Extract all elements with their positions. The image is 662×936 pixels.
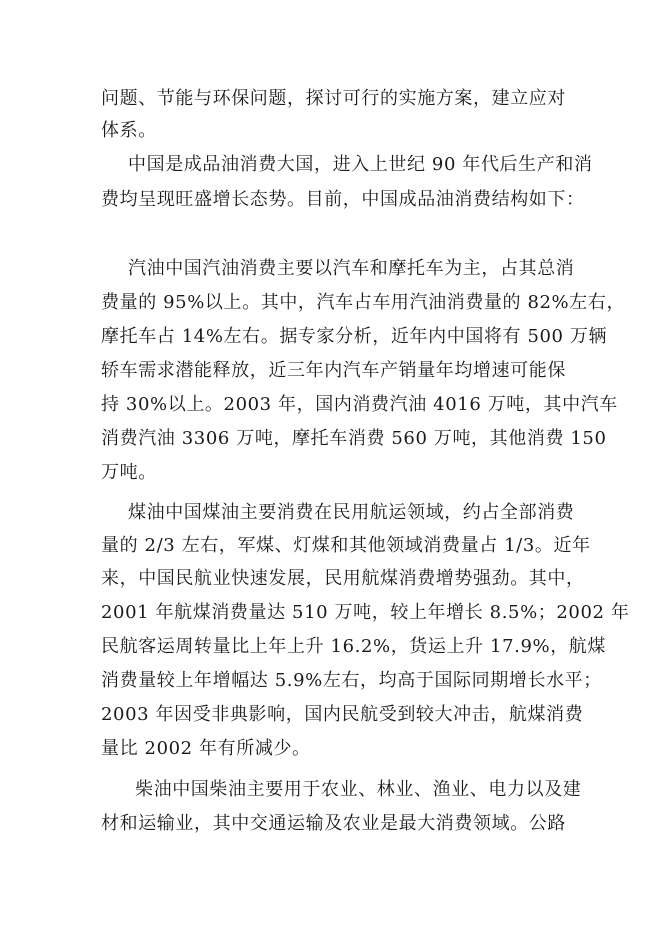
text-line: 2001 年航煤消费量达 510 万吨，较上年增长 8.5%；2002 年 bbox=[101, 602, 630, 623]
text-line: 费均呈现旺盛增长态势。目前，中国成品油消费结构如下： bbox=[101, 189, 585, 210]
text-line: 材和运输业，其中交通运输及农业是最大消费领域。公路 bbox=[101, 813, 566, 834]
text-line: 消费汽油 3306 万吨，摩托车消费 560 万吨，其他消费 150 bbox=[101, 428, 607, 449]
text-line: 民航客运周转量比上年上升 16.2%，货运上升 17.9%，航煤 bbox=[101, 636, 607, 657]
text-line: 费量的 95%以上。其中，汽车占车用汽油消费量的 82%左右， bbox=[101, 292, 626, 313]
text-line: 轿车需求潜能释放，近三年内汽车产销量年均增速可能保 bbox=[101, 360, 566, 381]
text-line: 问题、节能与环保问题，探讨可行的实施方案，建立应对 bbox=[101, 88, 566, 109]
paragraph-first-line: 煤油中国煤油主要消费在民用航运领域，约占全部消费 bbox=[128, 502, 575, 523]
text-line: 消费量较上年增幅达 5.9%左右，均高于国际同期增长水平； bbox=[101, 670, 602, 691]
text-line: 持 30%以上。2003 年，国内消费汽油 4016 万吨，其中汽车 bbox=[101, 394, 618, 415]
paragraph-first-line: 柴油中国柴油主要用于农业、林业、渔业、电力以及建 bbox=[135, 779, 582, 800]
text-line: 量比 2002 年有所减少。 bbox=[101, 738, 311, 759]
text-line: 摩托车占 14%左右。据专家分析，近年内中国将有 500 万辆 bbox=[101, 326, 608, 347]
text-line: 2003 年因受非典影响，国内民航受到较大冲击，航煤消费 bbox=[101, 704, 584, 725]
paragraph-first-line: 中国是成品油消费大国，进入上世纪 90 年代后生产和消 bbox=[128, 154, 593, 175]
text-line: 体系。 bbox=[101, 120, 157, 141]
text-line: 万吨。 bbox=[101, 462, 157, 483]
text-line: 来，中国民航业快速发展，民用航煤消费增势强劲。其中， bbox=[101, 568, 585, 589]
paragraph-first-line: 汽油中国汽油消费主要以汽车和摩托车为主，占其总消 bbox=[128, 258, 575, 279]
text-line: 量的 2/3 左右，军煤、灯煤和其他领域消费量占 1/3。近年 bbox=[101, 535, 591, 556]
